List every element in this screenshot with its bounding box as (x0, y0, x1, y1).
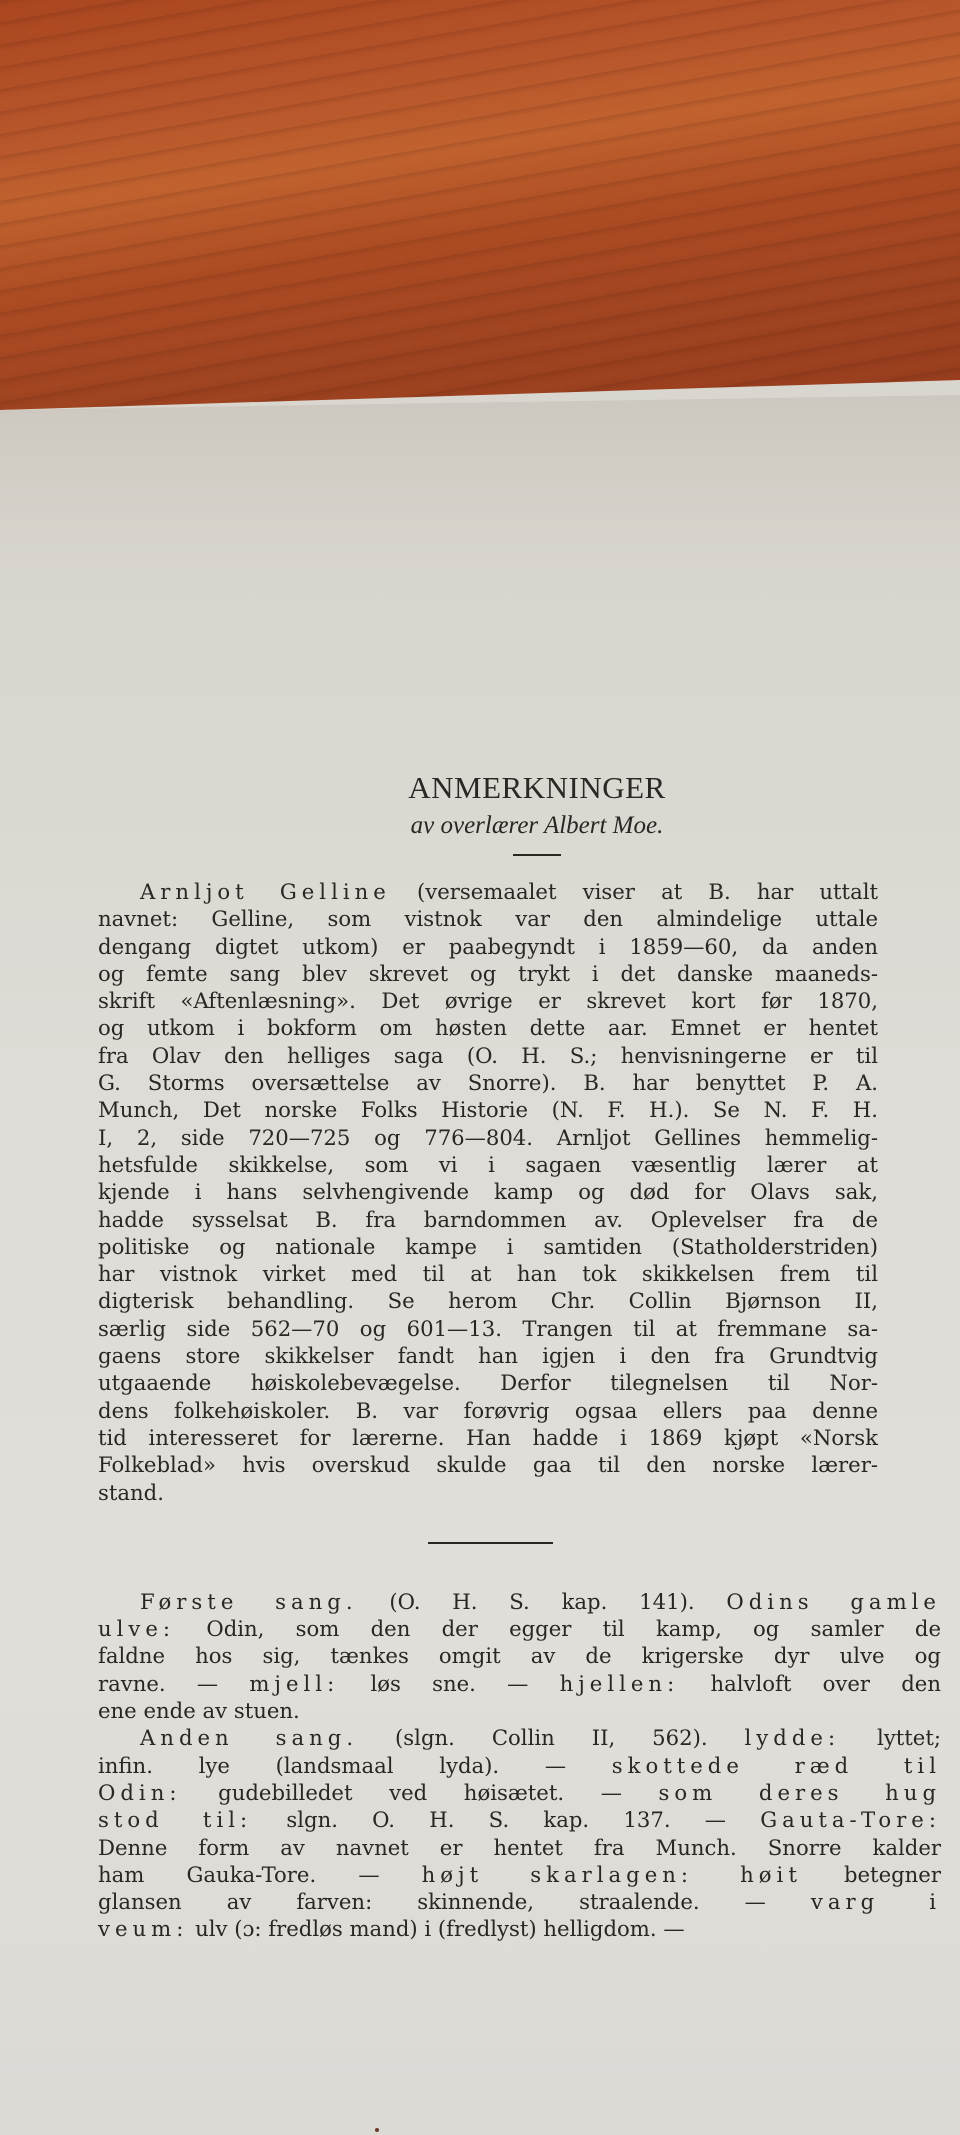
text-line: Første sang. (O. H. S. kap. 141). Odins gamle (140, 1588, 941, 1614)
author-byline: av overlærer Albert Moe. (410, 812, 664, 839)
text-line: Denne form av navnet er hentet fra Munch. Snorre kalder (98, 1834, 941, 1860)
title-separator (513, 854, 561, 856)
page-content (98, 770, 956, 1943)
note-term: Odins gamle (726, 1588, 941, 1614)
text-line: stod til: slgn. O. H. S. kap. 137. — Gauta-Tore: (98, 1807, 941, 1833)
text-line: digterisk behandling. Se herom Chr. Collin Bjørnson II, (98, 1288, 878, 1314)
text-line: veum: ulv (ɔ: fredløs mand) i (fredlyst) helligdom. — (98, 1916, 685, 1942)
text-line: politiske og nationale kampe i samtiden (Statholderstriden) (98, 1233, 878, 1259)
note-term: lydde: (744, 1725, 841, 1751)
note-term: skottede ræd til (611, 1752, 941, 1778)
text-line: skrift «Aftenlæsning». Det øvrige er skrevet kort før 1870, (98, 988, 878, 1014)
text-line: ravne. — mjell: løs sne. — hjellen: halvloft over den (98, 1670, 941, 1696)
note-term: høit (693, 1861, 802, 1887)
intro-paragraph (98, 878, 956, 1506)
text-line: dens folkehøiskoler. B. var forøvrig ogsaa ellers paa denne (98, 1397, 878, 1423)
text-line: navnet: Gelline, som vistnok var den almindelige uttale (98, 906, 878, 932)
text-line: gaens store skikkelser fandt han igjen i den fra Grundtvig (98, 1343, 878, 1369)
note-term: veum: (98, 1916, 189, 1942)
lead-term: Arnljot Gelline (140, 879, 391, 904)
text-line: hadde sysselsat B. fra barndommen av. Oplevelser fra de (98, 1206, 878, 1232)
text-line: Folkeblad» hvis overskud skulde gaa til den norske lærer- (98, 1452, 878, 1478)
section-divider (428, 1542, 553, 1544)
text-line: Munch, Det norske Folks Historie (N. F. H.). Se N. F. H. (98, 1097, 878, 1123)
text-line: ham Gauka-Tore. — højt skarlagen: høit betegner (98, 1861, 941, 1887)
note-term: hjellen: (559, 1670, 680, 1696)
text-line: har vistnok virket med til at han tok skikkelsen frem til (98, 1261, 878, 1287)
text-line: G. Storms oversættelse av Snorre). B. har benyttet P. A. (98, 1070, 878, 1096)
note-term: højt skarlagen: (421, 1861, 694, 1887)
text-line: glansen av farven: skinnende, straalende. — varg i (98, 1889, 941, 1915)
wooden-table-background (0, 0, 960, 420)
text-line: ulve: Odin, som den der egger til kamp, og samler de (98, 1616, 941, 1642)
note-term: stod til: (98, 1807, 253, 1833)
notes-first-song (98, 1588, 956, 1724)
note-term: Gauta-Tore: (760, 1807, 941, 1833)
text-line: og femte sang blev skrevet og trykt i det danske maaneds- (98, 960, 878, 986)
paper-speck (375, 2128, 379, 2132)
note-term: Første sang. (140, 1588, 358, 1614)
text-line: stand. (98, 1479, 164, 1505)
note-term: som deres hug (658, 1779, 942, 1805)
text-line: Anden sang. (slgn. Collin II, 562). lydde: lyttet; (140, 1725, 942, 1751)
text-line: dengang digtet utkom) er paabegyndt i 1859—60, da anden (98, 933, 878, 959)
note-term: Anden sang. (140, 1725, 359, 1751)
text-line: tid interesseret for lærerne. Han hadde i 1869 kjøpt «Norsk (98, 1424, 878, 1450)
note-term: varg i (810, 1889, 941, 1915)
text-line: ene ende av stuen. (98, 1698, 300, 1724)
text-line: I, 2, side 720—725 og 776—804. Arnljot Gellines hemmelig- (98, 1124, 878, 1150)
text-line: og utkom i bokform om høsten dette aar. Emnet er hentet (98, 1015, 878, 1041)
notes-second-song (98, 1724, 956, 1942)
text-line: hetsfulde skikkelse, som vi i sagaen væsentlig lærer at (98, 1151, 878, 1177)
text-line: kjende i hans selvhengivende kamp og død for Olavs sak, (98, 1179, 878, 1205)
page-title: ANMERKNINGER (408, 770, 666, 805)
note-term: ulve: (98, 1616, 176, 1642)
text-line: utgaaende høiskolebevægelse. Derfor tilegnelsen til Nor- (98, 1370, 878, 1396)
note-term: Odin: (98, 1779, 182, 1805)
text-line: Odin: gudebilledet ved høisætet. — som deres hug (98, 1779, 942, 1805)
text-line: Arnljot Gelline (versemaalet viser at B. har uttalt (140, 879, 878, 904)
text-line: infin. lye (landsmaal lyda). — skottede ræd til (98, 1752, 941, 1778)
note-term: mjell: (249, 1670, 340, 1696)
text-line: særlig side 562—70 og 601—13. Trangen til at fremmane sa- (98, 1315, 878, 1341)
text-line: fra Olav den helliges saga (O. H. S.; henvisningerne er til (98, 1042, 878, 1068)
text-line: faldne hos sig, tænkes omgit av de krigerske dyr ulve og (98, 1643, 941, 1669)
